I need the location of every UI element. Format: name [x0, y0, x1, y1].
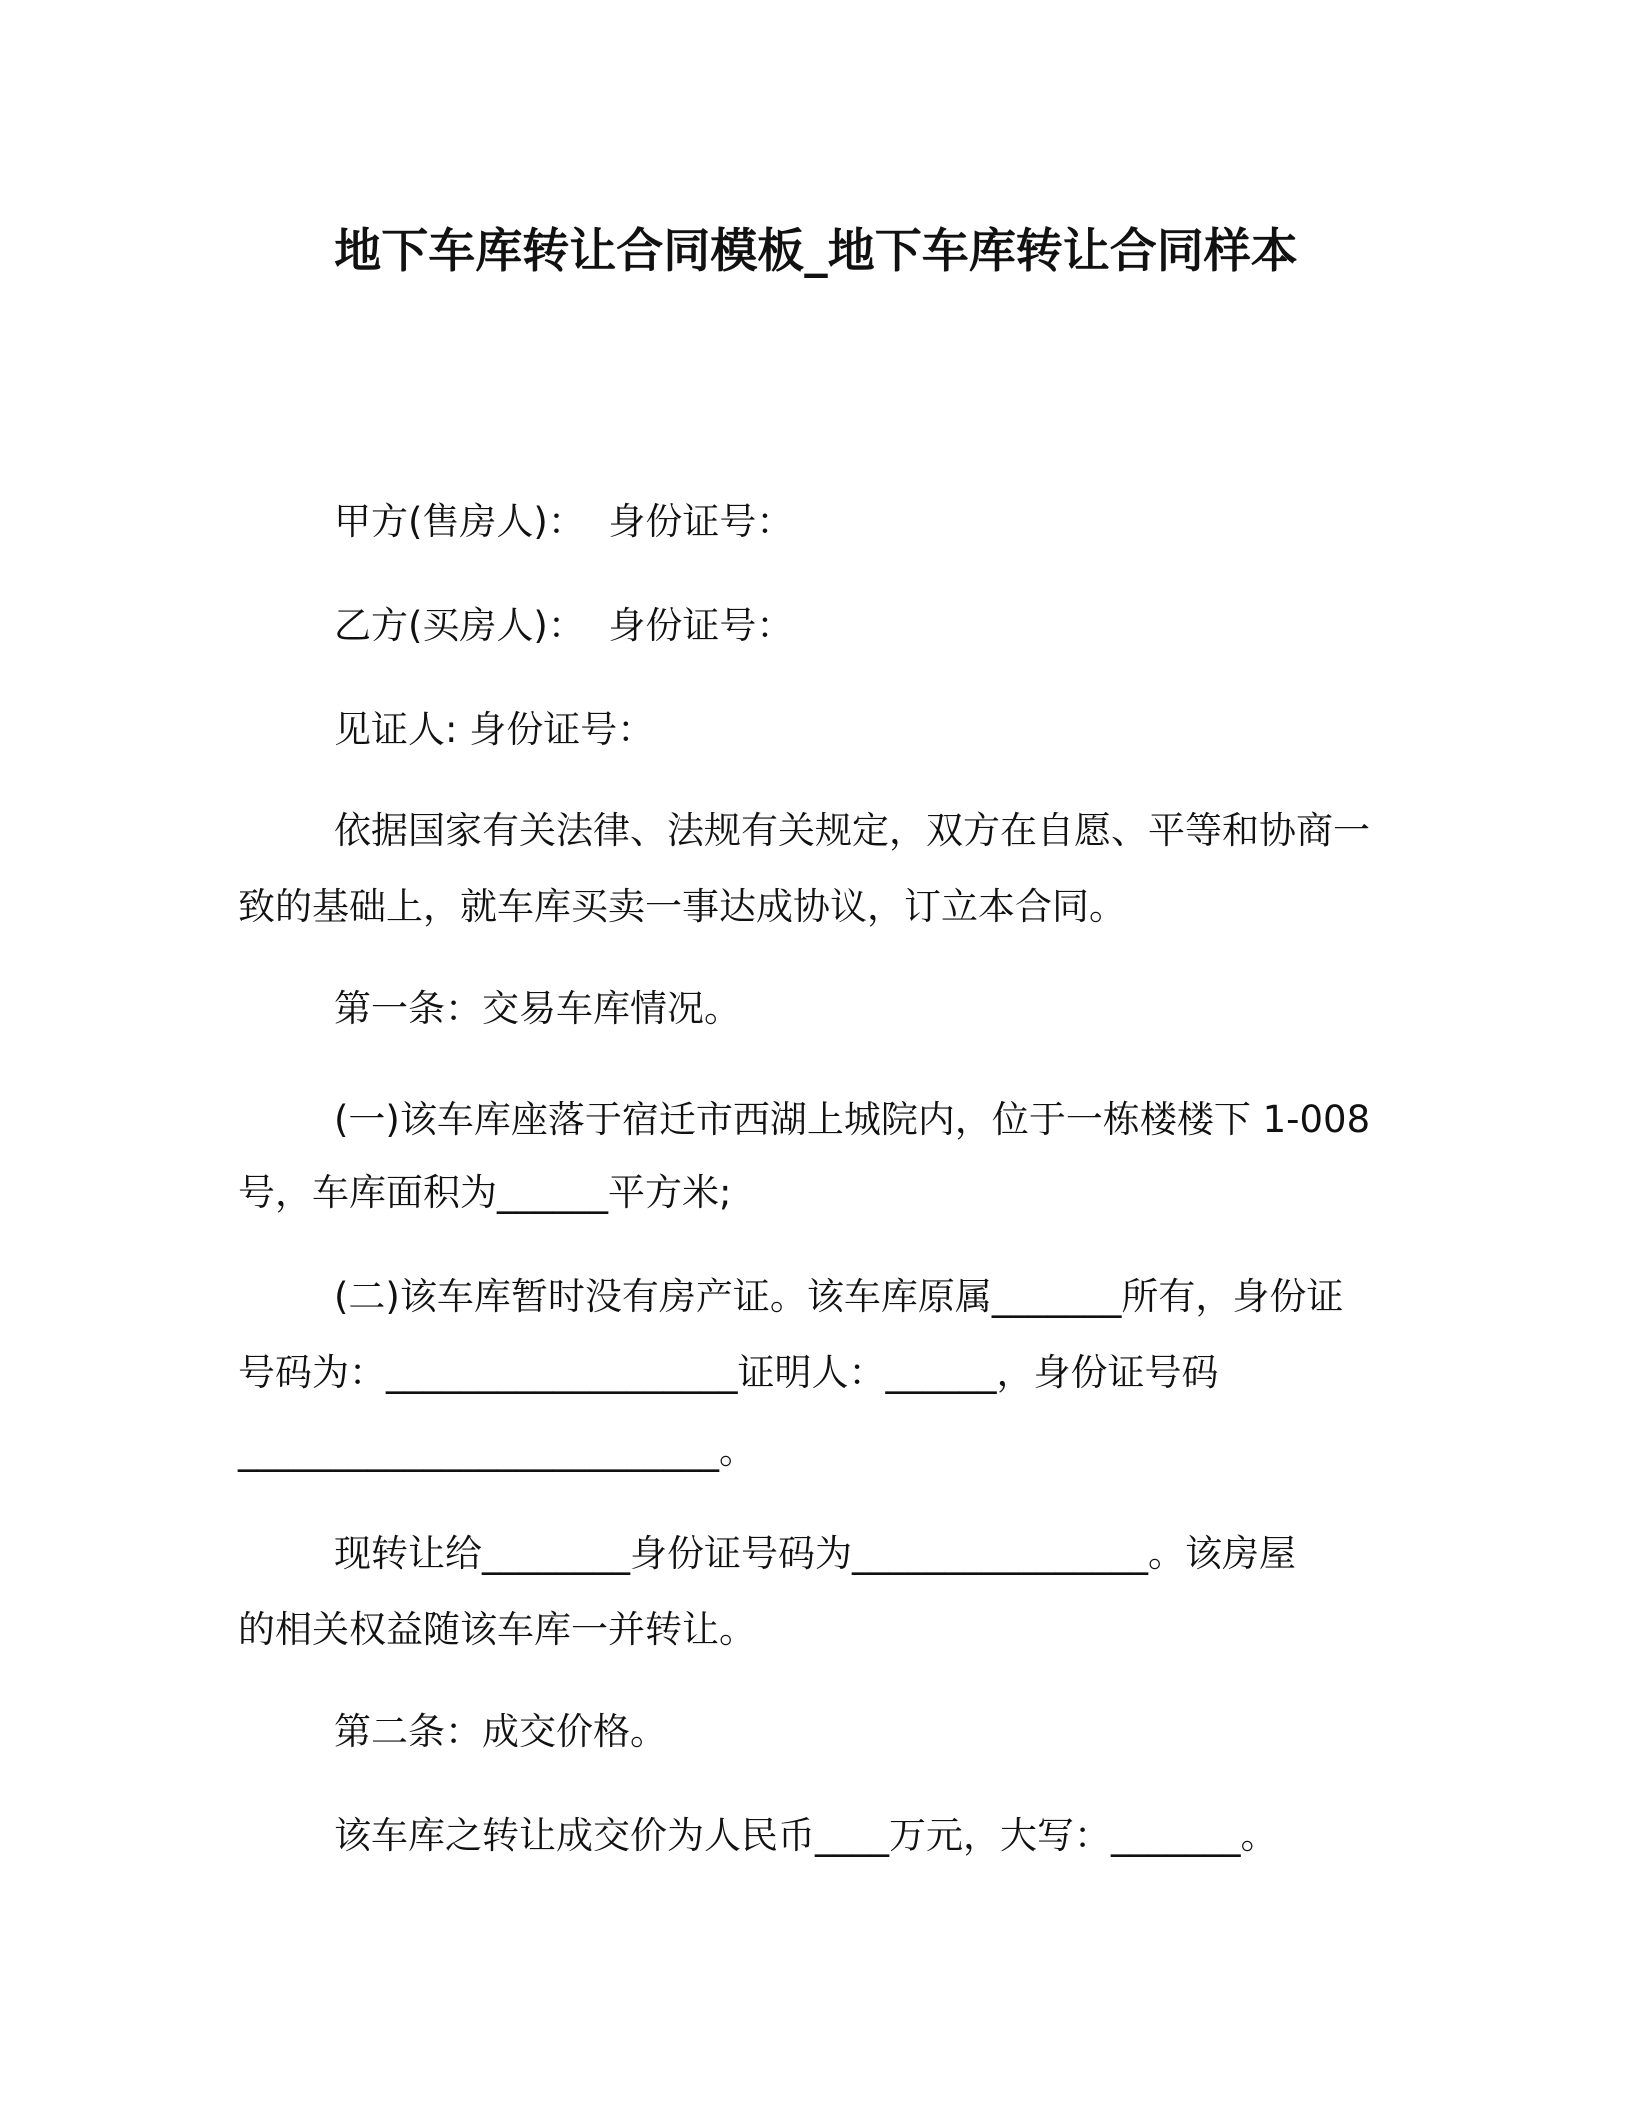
article-2-heading: 第二条：成交价格。	[334, 1710, 667, 1753]
clause-2-line-1: (二)该车库暂时没有房产证。该车库原属_______所有，身份证	[334, 1275, 1344, 1318]
preamble-line-1: 依据国家有关法律、法规有关规定，双方在自愿、平等和协商一	[334, 809, 1370, 852]
clause-1-line-2: 号，车库面积为______平方米;	[238, 1171, 732, 1214]
transfer-line-2: 的相关权益随该车库一并转让。	[238, 1608, 756, 1651]
clause-1-line-1: (一)该车库座落于宿迁市西湖上城院内，位于一栋楼楼下 1-008	[334, 1098, 1371, 1141]
price-line: 该车库之转让成交价为人民币____万元，大写：_______。	[334, 1814, 1278, 1857]
clause-2-line-3: __________________________。	[238, 1429, 756, 1472]
clause-2-line-2: 号码为：___________________证明人：______，身份证号码	[238, 1351, 1219, 1394]
article-1-heading: 第一条：交易车库情况。	[334, 987, 741, 1030]
party-b-line: 乙方(买房人)： 身份证号：	[334, 604, 794, 647]
transfer-line-1: 现转让给________身份证号码为________________。该房屋	[334, 1532, 1296, 1575]
party-a-line: 甲方(售房人)： 身份证号：	[334, 500, 794, 543]
document-title: 地下车库转让合同模板_地下车库转让合同样本	[334, 224, 1298, 279]
preamble-line-2: 致的基础上，就车库买卖一事达成协议，订立本合同。	[238, 885, 1126, 928]
witness-line: 见证人: 身份证号：	[334, 708, 655, 751]
